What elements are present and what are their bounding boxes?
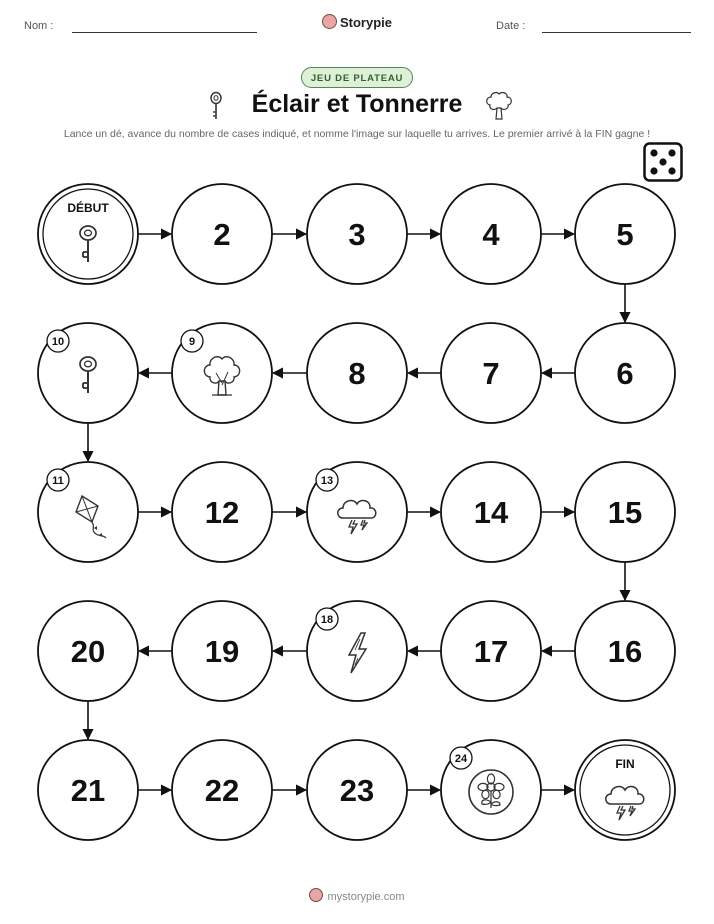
board-space[interactable] bbox=[38, 323, 138, 423]
space-number: 8 bbox=[348, 356, 366, 391]
board-space[interactable] bbox=[575, 184, 675, 284]
board-space[interactable] bbox=[307, 323, 407, 423]
board-space[interactable] bbox=[172, 462, 272, 562]
space-number: 14 bbox=[473, 495, 509, 530]
space-number: 9 bbox=[188, 336, 196, 348]
board-space[interactable] bbox=[307, 601, 407, 701]
board-space[interactable] bbox=[172, 740, 272, 840]
space-label: DÉBUT bbox=[67, 201, 109, 215]
name-label: Nom : bbox=[24, 20, 54, 32]
space-number: 10 bbox=[51, 336, 65, 348]
mascot-icon bbox=[309, 888, 323, 902]
space-number: 16 bbox=[607, 634, 643, 669]
space-number: 3 bbox=[348, 217, 366, 252]
board-space[interactable] bbox=[172, 323, 272, 423]
board-space[interactable] bbox=[441, 740, 541, 840]
space-number: 20 bbox=[70, 634, 106, 669]
page-title: Éclair et Tonnerre bbox=[251, 90, 463, 118]
space-number: 23 bbox=[339, 773, 375, 808]
footer bbox=[0, 888, 714, 903]
game-type-badge: JEU DE PLATEAU bbox=[301, 67, 413, 88]
board-space[interactable] bbox=[441, 184, 541, 284]
footer-url[interactable]: mystorypie.com bbox=[327, 891, 405, 903]
board-space[interactable] bbox=[38, 601, 138, 701]
board-space[interactable] bbox=[441, 462, 541, 562]
space-label: FIN bbox=[615, 757, 635, 771]
space-number: 12 bbox=[204, 495, 240, 530]
brand-name: Storypie bbox=[339, 15, 392, 30]
space-number: 11 bbox=[52, 475, 64, 487]
end-space[interactable] bbox=[575, 740, 675, 840]
space-number: 7 bbox=[482, 356, 500, 391]
board-space[interactable] bbox=[441, 601, 541, 701]
board-space[interactable] bbox=[307, 740, 407, 840]
instructions-text: Lance un dé, avance du nombre de cases indiqué, et nomme l'image sur laquelle tu arrives. Le premier arrivé à la FIN gagne ! bbox=[63, 128, 651, 140]
space-number: 4 bbox=[482, 217, 500, 252]
space-number: 15 bbox=[607, 495, 643, 530]
space-number: 22 bbox=[204, 773, 240, 808]
start-space[interactable] bbox=[38, 184, 138, 284]
board-space[interactable] bbox=[307, 184, 407, 284]
space-number: 18 bbox=[320, 614, 334, 626]
board-space[interactable] bbox=[575, 323, 675, 423]
board-space[interactable] bbox=[38, 462, 138, 562]
board-space[interactable] bbox=[172, 184, 272, 284]
space-number: 5 bbox=[616, 217, 634, 252]
board-space[interactable] bbox=[38, 740, 138, 840]
space-number: 19 bbox=[204, 634, 240, 669]
space-number: 6 bbox=[616, 356, 634, 391]
space-number: 2 bbox=[213, 217, 231, 252]
date-label: Date : bbox=[496, 20, 526, 32]
space-number: 21 bbox=[70, 773, 106, 808]
space-number: 24 bbox=[454, 753, 468, 765]
board-space[interactable] bbox=[307, 462, 407, 562]
board-space[interactable] bbox=[575, 601, 675, 701]
board-space[interactable] bbox=[172, 601, 272, 701]
space-number: 13 bbox=[320, 475, 334, 487]
board-space[interactable] bbox=[575, 462, 675, 562]
space-number: 17 bbox=[473, 634, 509, 669]
board-space[interactable] bbox=[441, 323, 541, 423]
